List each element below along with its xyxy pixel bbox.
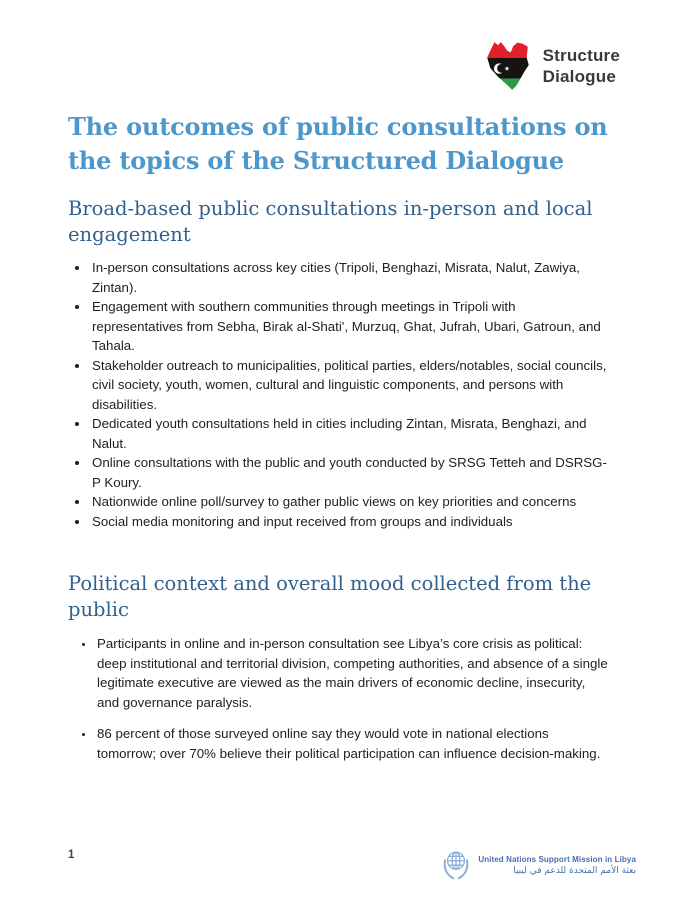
brand-name-line1: Structure — [542, 46, 620, 65]
list-item: • Stakeholder outreach to municipalities, political parties, elders/notables, social councils, civil society, youth, women, cultural and linguistic components, and persons with disabilities. — [90, 356, 608, 415]
list-item: • Nationwide online poll/survey to gather public views on key priorities and concerns — [90, 492, 608, 512]
bullet-list-consultations — [68, 258, 608, 531]
un-emblem-icon — [440, 848, 472, 882]
section-broad-based-consultations — [68, 196, 620, 531]
list-item: • Social media monitoring and input received from groups and individuals — [90, 512, 608, 532]
mission-name-arabic: بعثة الأمم المتحدة للدعم في ليبيا — [513, 865, 636, 876]
section-political-context — [68, 571, 620, 763]
page-number: 1 — [68, 849, 75, 861]
unsmil-footer-logo — [440, 848, 636, 882]
section-heading-political-context: Political context and overall mood collected from the public — [68, 572, 592, 621]
list-item: • Dedicated youth consultations held in cities including Zintan, Misrata, Benghazi, and Nalut. — [90, 414, 608, 453]
brand-name-line2: Dialogue — [542, 67, 617, 86]
mission-name-english: United Nations Support Mission in Libya — [478, 854, 636, 864]
list-item: • Online consultations with the public and youth conducted by SRSG Tetteh and DSRSG-P Koury. — [90, 453, 608, 492]
document-content — [68, 0, 620, 775]
list-item: • Participants in online and in-person consultation see Libya’s core crisis as political: deep institutional and territorial division, competing authorities, and absence of a single legitimate executive are viewed as the main drivers of economic decline, insecurity, and governance paralysis. — [95, 634, 608, 712]
unsmil-text — [478, 854, 636, 877]
section-heading-broad-based: Broad-based public consultations in-person and local engagement — [68, 197, 593, 246]
document-title: The outcomes of public consultations on the topics of the Structured Dialogue — [68, 112, 608, 175]
list-item: • Engagement with southern communities through meetings in Tripoli with representatives from Sebha, Birak al-Shati', Murzuq, Ghat, Jufrah, Ubari, Gatroun, and Tahala. — [90, 297, 608, 356]
list-item: • 86 percent of those surveyed online say they would vote in national elections tomorrow; over 70% believe their political participation can influence decision-making. — [95, 724, 608, 763]
bullet-list-political-context — [68, 634, 608, 763]
list-item: • In-person consultations across key cities (Tripoli, Benghazi, Misrata, Nalut, Zawiya, Zintan). — [90, 258, 608, 297]
